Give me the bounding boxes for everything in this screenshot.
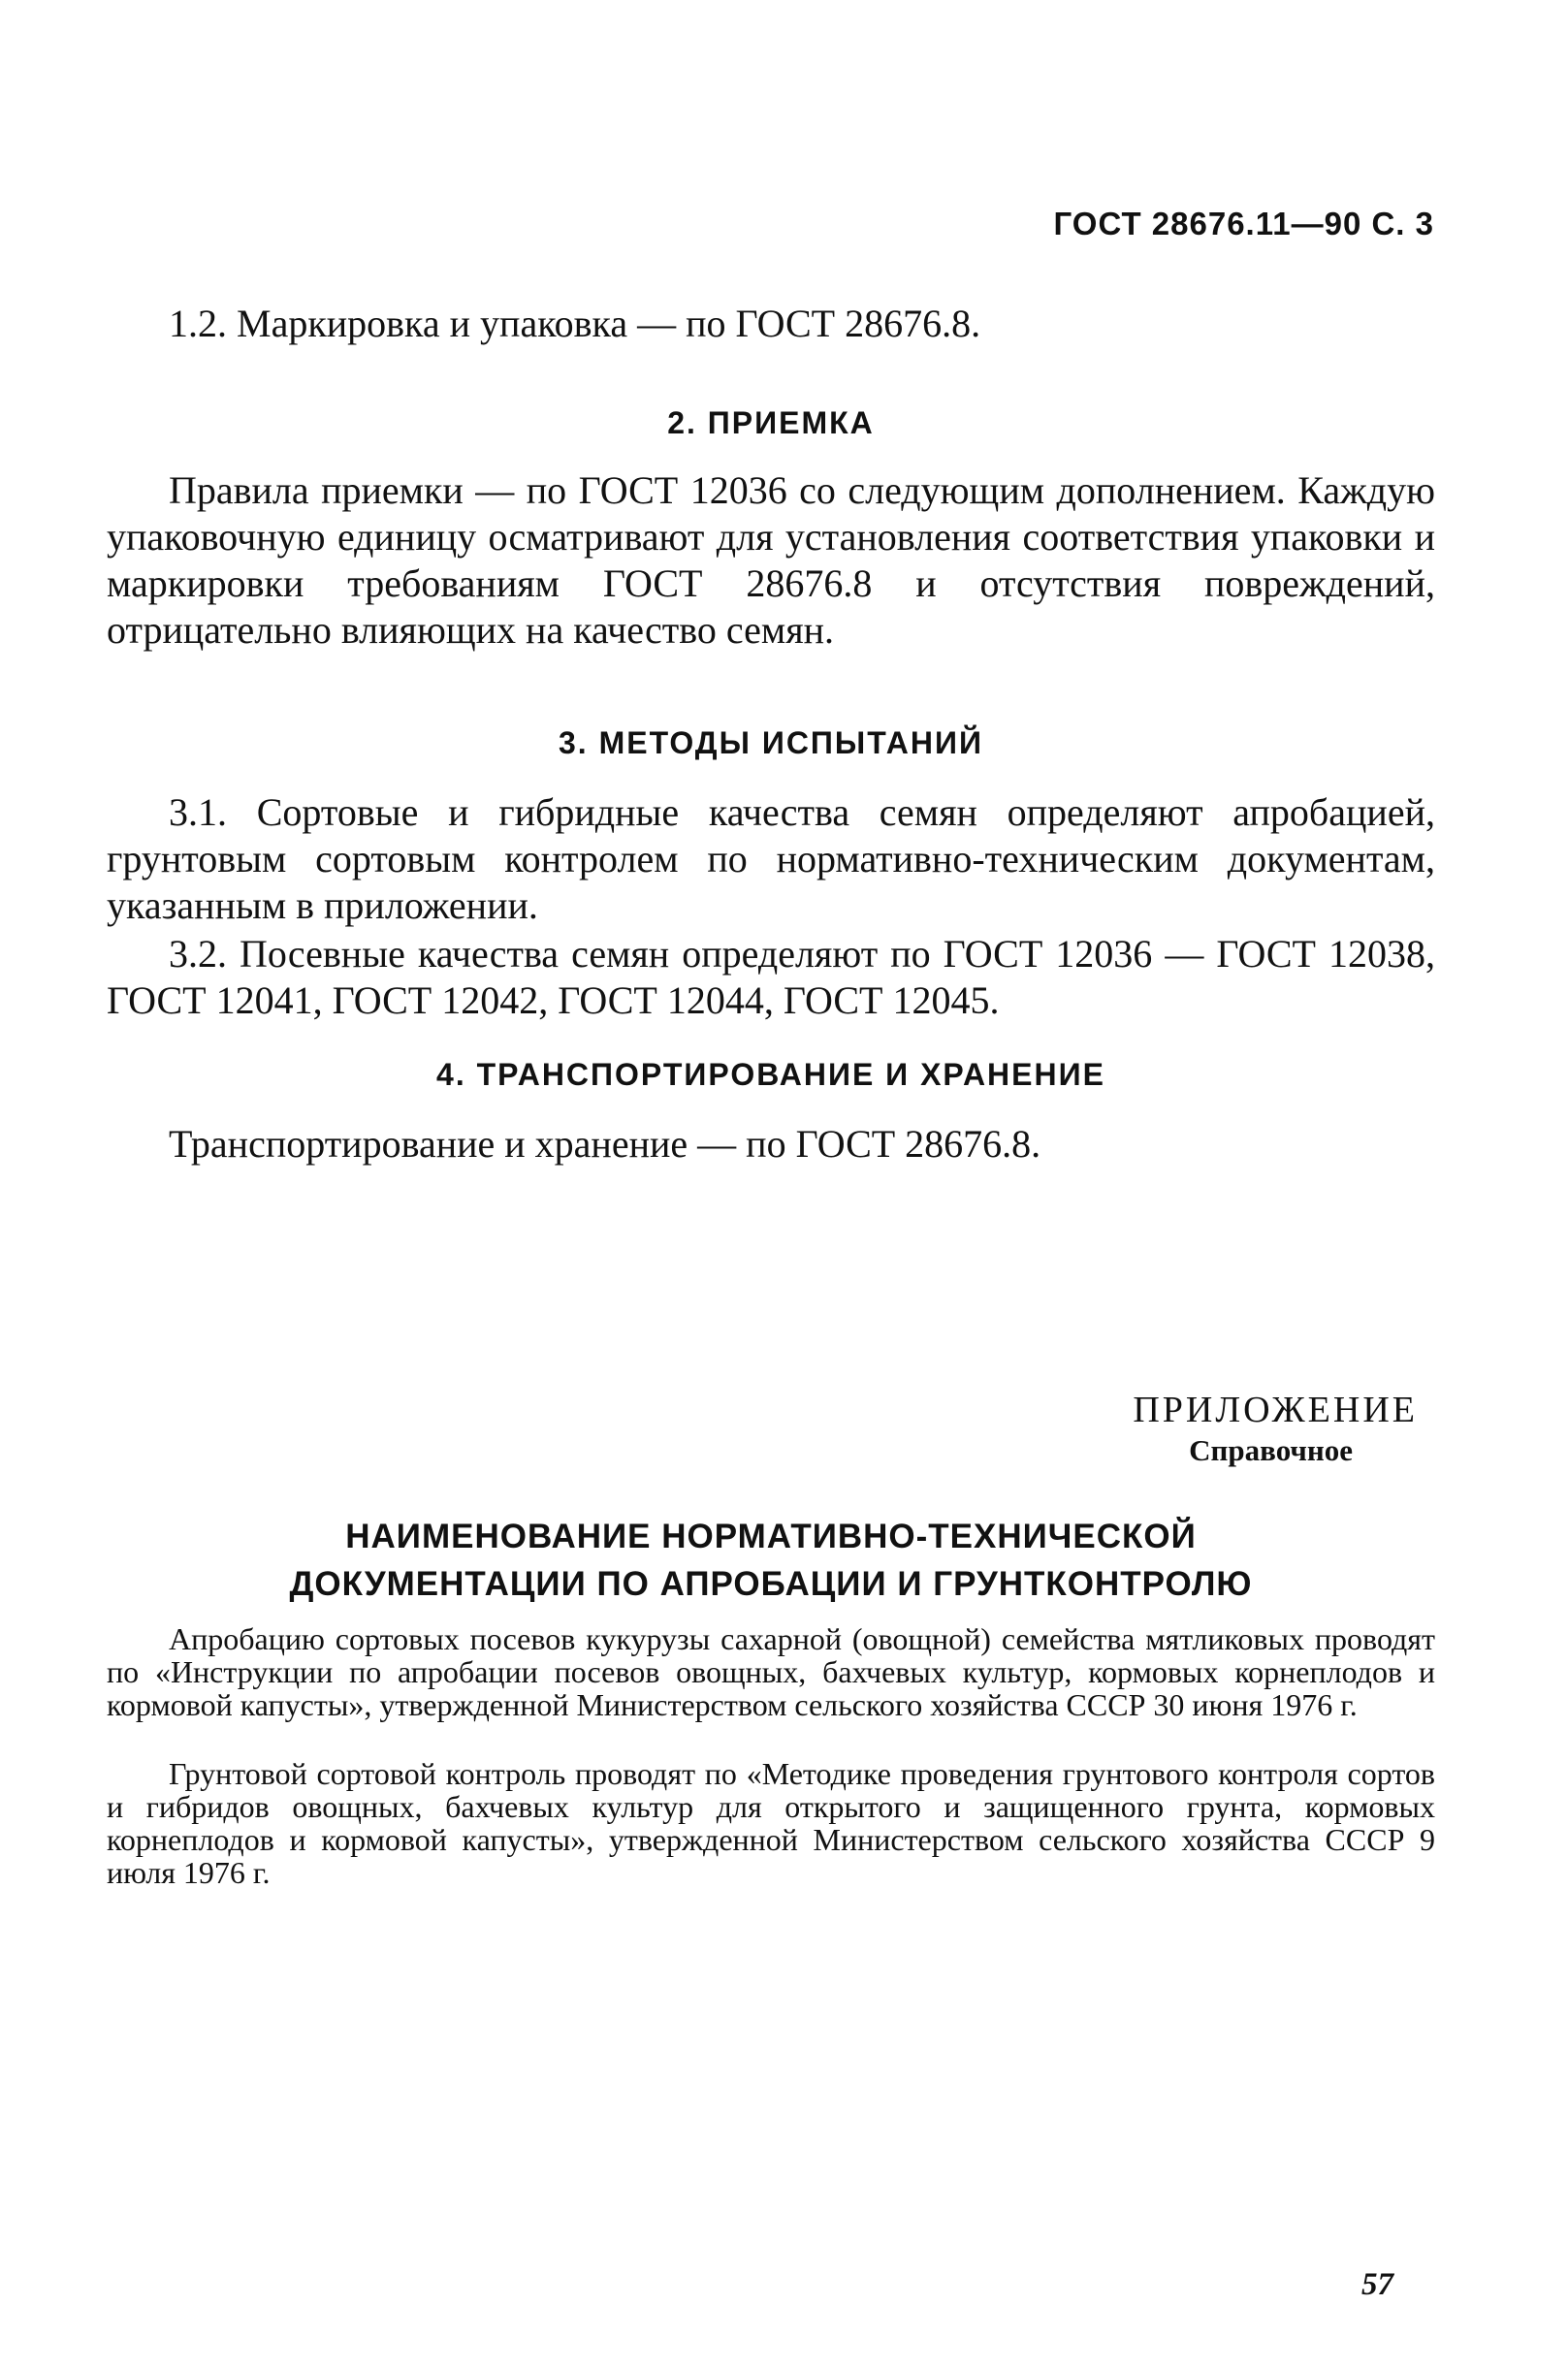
page-number: 57	[1361, 2267, 1393, 2302]
appendix-sublabel: Справочное	[1189, 1433, 1353, 1467]
appendix-document-title	[107, 1513, 1435, 1608]
paragraph-1-2: 1.2. Маркировка и упаковка — по ГОСТ 28676.8.	[169, 302, 981, 345]
appendix-label: ПРИЛОЖЕНИЕ	[1133, 1390, 1418, 1430]
section-2-text: Правила приемки — по ГОСТ 12036 со следующим дополнением. Каждую упаковочную единицу осматривают для установления соответствия упаковки и маркировки требованиям ГОСТ 28676.8 и отсутствия повреждений, отрицательно влияющих на качество семян.	[107, 468, 1435, 652]
appendix-paragraph-1: Апробацию сортовых посевов кукурузы сахарной (овощной) семейства мятликовых проводят по «Инструкции по апробации посевов овощных, бахчевых культур, кормовых корнеплодов и кормовой капусты», утвержденной Министерством сельского хозяйства СССР 30 июня 1976 г.	[107, 1621, 1435, 1722]
page-header: ГОСТ 28676.11—90 С. 3	[1053, 206, 1434, 241]
appendix-paragraph-2: Грунтовой сортовой контроль проводят по «Методике проведения грунтового контроля сортов и гибридов овощных, бахчевых культур для открытого и защищенного грунта, кормовых корнеплодов и кормовой капусты», утвержденной Министерством сельского хозяйства СССР 9 июля 1976 г.	[107, 1756, 1435, 1890]
paragraph-3-2: 3.2. Посевные качества семян определяют по ГОСТ 12036 — ГОСТ 12038, ГОСТ 12041, ГОСТ 12042, ГОСТ 12044, ГОСТ 12045.	[107, 932, 1435, 1022]
appendix-title-line-1: НАИМЕНОВАНИЕ НОРМАТИВНО-ТЕХНИЧЕСКОЙ	[345, 1518, 1197, 1555]
section-4-title: 4. ТРАНСПОРТИРОВАНИЕ И ХРАНЕНИЕ	[436, 1057, 1105, 1092]
section-2-title: 2. ПРИЕМКА	[667, 405, 875, 440]
paragraph-3-1: 3.1. Сортовые и гибридные качества семян определяют апробацией, грунтовым сортовым контролем по нормативно-техническим документам, указанным в приложении.	[107, 790, 1435, 927]
section-3-title: 3. МЕТОДЫ ИСПЫТАНИЙ	[559, 725, 983, 760]
section-4-text: Транспортирование и хранение — по ГОСТ 28676.8.	[169, 1122, 1041, 1166]
appendix-title-line-2: ДОКУМЕНТАЦИИ ПО АПРОБАЦИИ И ГРУНТКОНТРОЛЮ	[289, 1565, 1253, 1603]
